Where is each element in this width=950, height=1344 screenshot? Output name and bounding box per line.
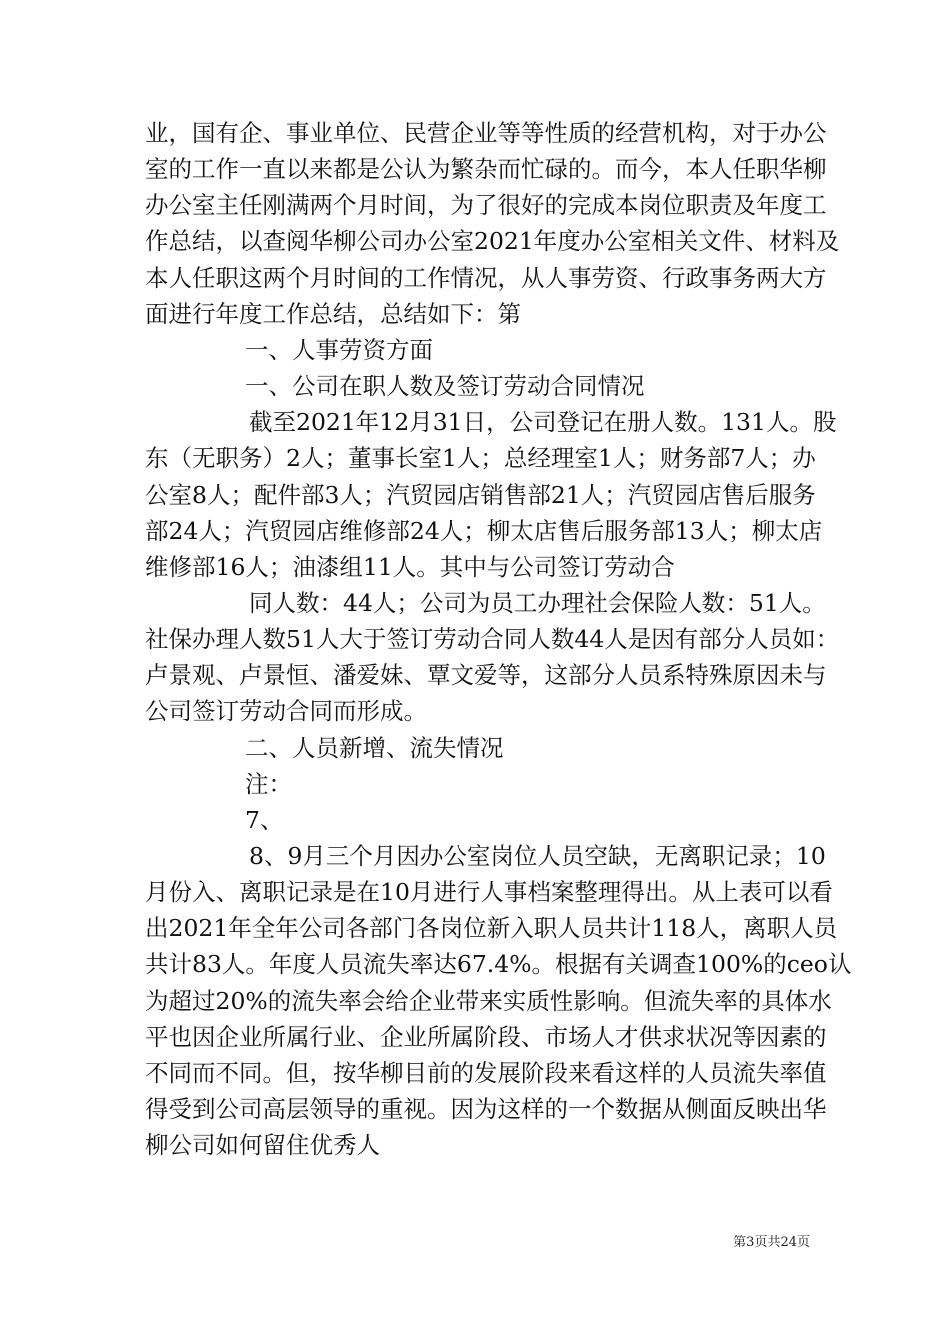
text-line: 不同而不同。但，按华柳目前的发展阶段来看这样的人员流失率值 [145, 1058, 827, 1087]
page-number: 第3页共24页 [733, 1235, 810, 1250]
text-line: 出2021年全年公司各部门各岗位新入职人员共计118人，离职人员 [145, 914, 838, 943]
text-line: 社保办理人数51人大于签订劳动合同人数44人是因有部分人员如： [145, 625, 840, 654]
text-line: 柳公司如何留住优秀人 [145, 1131, 380, 1160]
text-line: 公室8人；配件部3人；汽贸园店销售部21人；汽贸园店售后服务 [145, 480, 816, 509]
text-line: 业，国有企、事业单位、民营企业等等性质的经营机构，对于办公 [145, 119, 827, 147]
text-line: 办公室主任刚满两个月时间，为了很好的完成本岗位职责及年度工 [145, 191, 827, 220]
text-line: 二、人员新增、流失情况 [245, 733, 504, 762]
text-line: 一、人事劳资方面 [245, 335, 433, 364]
text-line: 月份入、离职记录是在10月进行人事档案整理得出。从上表可以看 [145, 878, 833, 907]
text-line: 东（无职务）2人；董事长室1人；总经理室1人；财务部7人；办 [145, 444, 816, 473]
text-line: 7、 [245, 805, 284, 834]
text-line: 为超过20%的流失率会给企业带来实质性影响。但流失率的具体水 [145, 986, 832, 1015]
text-line: 卢景观、卢景恒、潘爱妹、覃文爱等，这部分人员系特殊原因未与 [145, 661, 827, 690]
text-line: 维修部16人；油漆组11人。其中与公司签订劳动合 [145, 552, 675, 581]
text-line: 平也因企业所属行业、企业所属阶段、市场人才供求状况等因素的 [145, 1022, 827, 1051]
text-line: 室的工作一直以来都是公认为繁杂而忙碌的。而今，本人任职华柳 [145, 155, 827, 184]
text-line: 截至2021年12月31日，公司登记在册人数。131人。股 [249, 408, 837, 437]
text-line: 部24人；汽贸园店维修部24人；柳太店售后服务部13人；柳太店 [145, 516, 823, 545]
text-line: 本人任职这两个月时间的工作情况，从人事劳资、行政事务两大方 [145, 263, 827, 292]
text-line: 注： [245, 769, 292, 798]
text-line: 共计83人。年度人员流失率达67.4%。根据有关调查100%的ceo认 [145, 950, 852, 979]
text-line: 8、9月三个月因办公室岗位人员空缺，无离职记录；10 [249, 842, 826, 870]
text-line: 一、公司在职人数及签订劳动合同情况 [245, 372, 645, 401]
text-line: 面进行年度工作总结，总结如下：第 [145, 299, 521, 328]
text-line: 公司签订劳动合同而形成。 [145, 697, 427, 726]
text-line: 同人数：44人；公司为员工办理社会保险人数：51人。 [249, 588, 826, 617]
text-line: 作总结，以查阅华柳公司办公室2021年度办公室相关文件、材料及 [145, 227, 840, 256]
text-line: 得受到公司高层领导的重视。因为这样的一个数据从侧面反映出华 [145, 1095, 827, 1124]
